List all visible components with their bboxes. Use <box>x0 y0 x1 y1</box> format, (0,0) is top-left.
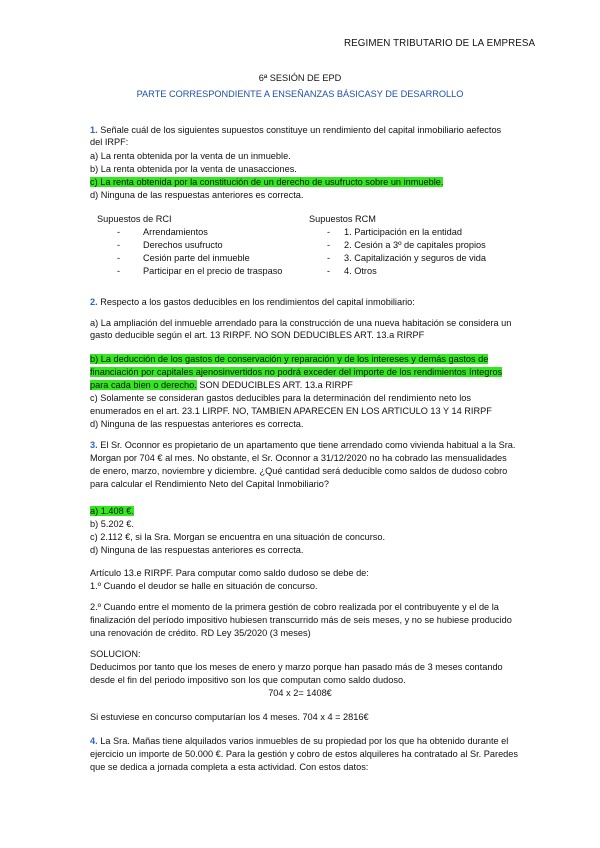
article-line1: Artículo 13.e RIRPF. Para computar como saldo dudoso se debe de: <box>90 568 369 578</box>
q2-option-c-line2: enumerados en el art. 23.1 LIRPF. NO, TAMBIEN APARECEN EN LOS ARTICULO 13 Y 14 RIRPF <box>90 406 492 416</box>
article-line2: 1.º Cuando el deudor se halle en situación de concurso. <box>90 581 318 591</box>
q3-option-a-highlighted: a) 1.408 €. <box>90 506 134 516</box>
q4-text-line2: ejercicio un importe de 50.000 €. Para la gestión y cobro de estos alquileres ha contratado al Sr. Paredes <box>90 749 518 759</box>
rcm-item: - 1. Participación en la entidad <box>327 227 462 237</box>
q2-option-b-line2: financiación por capitales ajenosinvertidos no podrá exceder del importe de los rendimientos íntegros <box>90 367 503 377</box>
session-title: 6ª SESIÓN DE EPD <box>258 73 342 83</box>
article-para2-line3: una renovación de crédito. RD Ley 35/2020 (3 meses) <box>90 628 311 638</box>
q3-option-b: b) 5.202 €. <box>90 519 134 529</box>
q1-option-d: d) Ninguna de las respuestas anteriores es correcta. <box>90 190 304 200</box>
q2-option-a-line2: gasto deducible según el art. 13 RIRPF. NO SON DEDUCIBLES ART. 13.a RIRPF <box>90 330 425 340</box>
q3-text-line1: 3. El Sr. Oconnor es propietario de un apartamento que tiene arrendado como vivienda habitual a la Sra. <box>90 440 516 450</box>
rcm-title: Supuestos RCM <box>309 214 376 224</box>
q2-option-a-line1: a) La ampliación del inmueble arrendado para la construcción de una nueva habitación se considera un <box>90 318 512 328</box>
q2-number: 2. <box>90 297 98 307</box>
rci-item: - Arrendamientos <box>117 227 208 237</box>
q2-option-b-line3: para cada bien o derecho. SON DEDUCIBLES ART. 13.a RIRPF <box>90 380 353 390</box>
article-para2-line2: finalización del período impositivo hubiesen transcurrido más de seis meses, y no se hubiese producido <box>90 615 512 625</box>
q3-option-c: c) 2.112 €, si la Sra. Morgan se encuentra en una situación de concurso. <box>90 532 386 542</box>
q2-text: 2. Respecto a los gastos deducibles en los rendimientos del capital inmobiliario: <box>90 297 415 307</box>
article-para2-line1: 2.º Cuando entre el momento de la primera gestión de cobro realizada por el contribuyente y el de la <box>90 602 499 612</box>
section-subtitle: PARTE CORRESPONDIENTE A ENSEÑANZAS BÁSICASY DE DESARROLLO <box>136 89 464 99</box>
q1-number: 1. <box>90 125 98 135</box>
rci-title: Supuestos de RCI <box>97 214 172 224</box>
q1-text-line1: 1. Señale cuál de los siguientes supuestos constituye un rendimiento del capital inmobiliario aefectos <box>90 125 502 135</box>
solution-title: SOLUCION: <box>90 649 141 659</box>
rcm-item: - 2. Cesión a 3º de capitales propios <box>327 240 486 250</box>
q3-number: 3. <box>90 440 98 450</box>
q4-text-line3: que se dedica a jornada completa a esta actividad. Con estos datos: <box>90 762 369 772</box>
solution-calculation: 704 x 2= 1408€ <box>268 688 332 698</box>
q1-option-b: b) La renta obtenida por la venta de unasacciones. <box>90 164 297 174</box>
q1-option-c-highlighted: c) La renta obtenida por la constitución de un derecho de usufructo sobre un inmueble. <box>90 177 444 187</box>
q2-option-c-line1: c) Solamente se consideran gastos deducibles para la determinación del rendimiento neto los <box>90 393 471 403</box>
q3-text-line3: de enero, marzo, noviembre y diciembre. ¿Qué cantidad será deducible como saldos de dudoso cobro <box>90 466 508 476</box>
q3-text-line4: para calcular el Rendimiento Neto del Capital Inmobiliario? <box>90 479 330 489</box>
solution-concurso: Si estuviese en concurso computarían los 4 meses. 704 x 4 = 2816€ <box>90 712 369 722</box>
q2-option-d: d) Ninguna de las respuestas anteriores es correcta. <box>90 419 304 429</box>
rci-item: - Cesión parte del inmueble <box>117 253 250 263</box>
rcm-item: - 4. Otros <box>327 266 377 276</box>
rci-item: - Derechos usufructo <box>117 240 223 250</box>
solution-line2: desde el fin del periodo impositivo son los que computan como saldo dudoso. <box>90 675 406 685</box>
rcm-item: - 3. Capitalización y seguros de vida <box>327 253 486 263</box>
rci-item: - Participar en el precio de traspaso <box>117 266 283 276</box>
q1-option-a: a) La renta obtenida por la venta de un inmueble. <box>90 151 291 161</box>
q3-option-d: d) Ninguna de las respuestas anteriores es correcta. <box>90 545 304 555</box>
q1-text-line2: del IRPF: <box>90 137 129 147</box>
page-header: REGIMEN TRIBUTARIO DE LA EMPRESA <box>344 38 536 49</box>
solution-line1: Deducimos por tanto que los meses de enero y marzo porque han pasado más de 3 meses contando <box>90 662 503 672</box>
q3-text-line2: Morgan por 704 € al mes. No obstante, el Sr. Oconnor a 31/12/2020 no ha cobrado las mensualidades <box>90 453 507 463</box>
q4-number: 4. <box>90 736 98 746</box>
q2-option-b-line1: b) La deducción de los gastos de conservación y reparación y de los intereses y demás gastos de <box>90 354 489 364</box>
q4-text-line1: 4. La Sra. Mañas tiene alquilados varios inmuebles de su propiedad por los que ha obtenido durante el <box>90 736 509 746</box>
